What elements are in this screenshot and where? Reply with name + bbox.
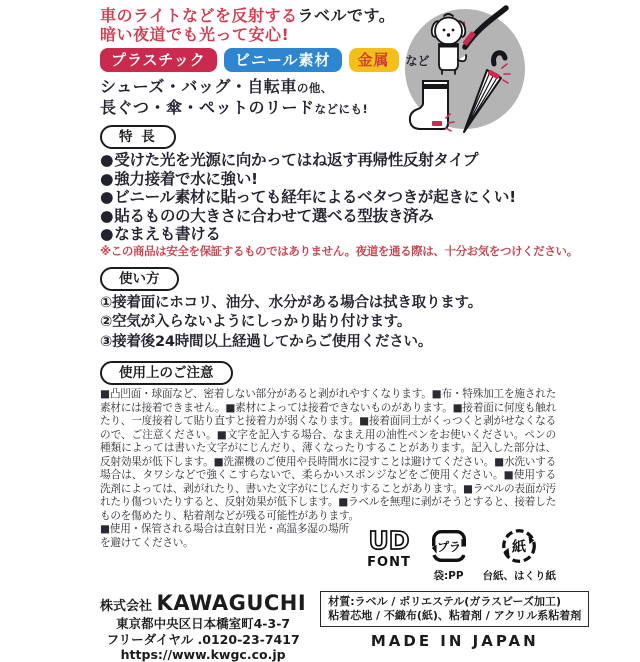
company-phone: フリーダイヤル .0120-23-7417	[106, 631, 300, 647]
list-item: ①接着面にホコリ、油分、水分がある場合は拭き取ります。	[100, 294, 482, 311]
material-box	[320, 591, 589, 627]
paper-recycle-icon	[498, 525, 540, 567]
svg-text:プラ: プラ	[436, 539, 461, 554]
badge-plastic: プラスチック	[100, 48, 217, 72]
svg-text:UD: UD	[367, 526, 410, 555]
list-item: ③接着後24時間以上経過してからご使用ください。	[100, 333, 433, 350]
badge-suffix: など	[405, 53, 430, 68]
badge-vinyl: ビニール素材	[224, 48, 342, 72]
feature-text: なまえも書ける	[114, 225, 221, 243]
section-title-features: 特 長	[100, 125, 176, 149]
material-block	[320, 591, 589, 650]
material-line1: 材質:ラベル / ポリエステル(ガラスビーズ加工)	[328, 595, 562, 608]
company-address: 東京都中央区日本橋室町4-3-7	[116, 616, 291, 631]
bullet-icon: ●	[100, 151, 114, 169]
precautions-text-tail: ■使用・保管される場合は直射日光・高温多湿の場所を避けてください。	[100, 523, 349, 549]
pla-recycle-icon	[428, 525, 470, 567]
precautions-bottom-row	[100, 523, 556, 583]
headline-dark-text: ラベルです。	[297, 6, 396, 25]
usage-steps	[100, 294, 556, 353]
list-item	[100, 207, 556, 226]
svg-text:紙: 紙	[512, 539, 527, 556]
list-item	[100, 188, 556, 207]
material-line2: 粘着芯地 / 不織布(紙)、粘着剤 / アクリル系粘着剤	[328, 609, 582, 622]
company-prefix: 株式会社	[100, 599, 153, 614]
bullet-icon: ●	[100, 225, 114, 243]
feature-list	[100, 151, 556, 244]
footer	[100, 591, 582, 662]
paper-mark-caption: 台紙、はくり紙	[482, 570, 556, 582]
precautions-section	[100, 361, 556, 583]
section-title-precautions: 使用上のご注意	[100, 361, 233, 385]
bullet-icon: ●	[100, 206, 114, 225]
ud-font-logo	[363, 525, 415, 569]
ud-font-icon	[363, 525, 415, 569]
use-line2	[100, 98, 556, 119]
bullet-icon: ●	[100, 169, 114, 188]
svg-text:FONT: FONT	[366, 555, 411, 569]
headline-line1	[100, 6, 556, 25]
use-line1-main: シューズ・バッグ・自転車	[100, 77, 297, 96]
feature-text: 受けた光を光源に向かってはね返す再帰性反射タイプ	[114, 151, 479, 169]
precautions-text: ■凸凹面・球面など、密着しない部分があると剥がれやすくなります。■布・特殊加工を施された素材には接着できません。■素材によっては接着できないものがあります。■接着面に何度も触れたり、一度接着して貼り直すと接着力が弱くなります。■接着面同士がくっつくと剥がせなくなるので、ご注意ください。■文字を記入する場合、なまえ用の油性ペンをお使いください。ペンの種類によっては書いた文字がにじんだり、薄くなったりすることがあります。記入した部分は、反射効果が低下します。■洗濯機のご使用や長時間水に浸すことは避けてください。■水洗いする場合は、タワシなどで強くこすらないで、柔らかいスポンジなどをご使用ください。■使用する洗剤によっては、剥がれたり、書いた文字がにじんだりすることがあります。■ラベルの表面が汚れたり傷ついたりすると、反射効果が低下します。■ラベルを無理に剥がそうとすると、接着したものを傷めたり、粘着剤などが残る可能性があります。	[100, 388, 556, 522]
made-in-japan: MADE IN JAPAN	[370, 632, 539, 650]
headline-red-text: 車のライトなどを反射する	[100, 6, 298, 25]
company-brand: KAWAGUCHI	[156, 591, 307, 615]
feature-text: 貼るものの大きさに合わせて選べる型抜き済み	[114, 206, 434, 225]
list-item: ②空気が入らないようにしっかり貼り付けます。	[100, 314, 412, 330]
package-marks	[363, 523, 557, 583]
company-block	[100, 591, 306, 662]
use-line1	[100, 77, 556, 98]
use-line2-small: などにも!	[314, 102, 369, 116]
bullet-icon: ●	[100, 188, 114, 206]
use-examples	[100, 77, 556, 119]
list-item	[100, 170, 556, 189]
list-item	[100, 225, 556, 244]
company-name	[100, 591, 306, 615]
material-badges	[100, 48, 556, 72]
plastic-recycle-mark	[428, 525, 470, 583]
pla-mark-caption: 袋:PP	[433, 570, 464, 582]
features-section	[100, 125, 578, 258]
badge-metal: 金属	[349, 48, 399, 72]
feature-text: 強力接着で水に強い!	[114, 169, 258, 188]
company-url: https://www.kwgc.co.jp	[120, 647, 286, 662]
use-line2-main: 長ぐつ・傘・ペットのリード	[100, 98, 315, 117]
feature-text: ビニール素材に貼っても経年によるベタつきが起きにくい!	[114, 188, 516, 206]
use-line1-small: の他、	[296, 81, 333, 95]
safety-note: ※この商品は安全を保証するものではありません。夜道を通る際は、十分お気をつけください。	[100, 243, 578, 258]
section-title-usage: 使い方	[100, 267, 179, 291]
paper-recycle-mark	[483, 525, 557, 583]
list-item	[100, 151, 556, 170]
headline-line2: 暗い夜道でも光って安心!	[100, 25, 290, 44]
usage-section	[100, 267, 556, 353]
